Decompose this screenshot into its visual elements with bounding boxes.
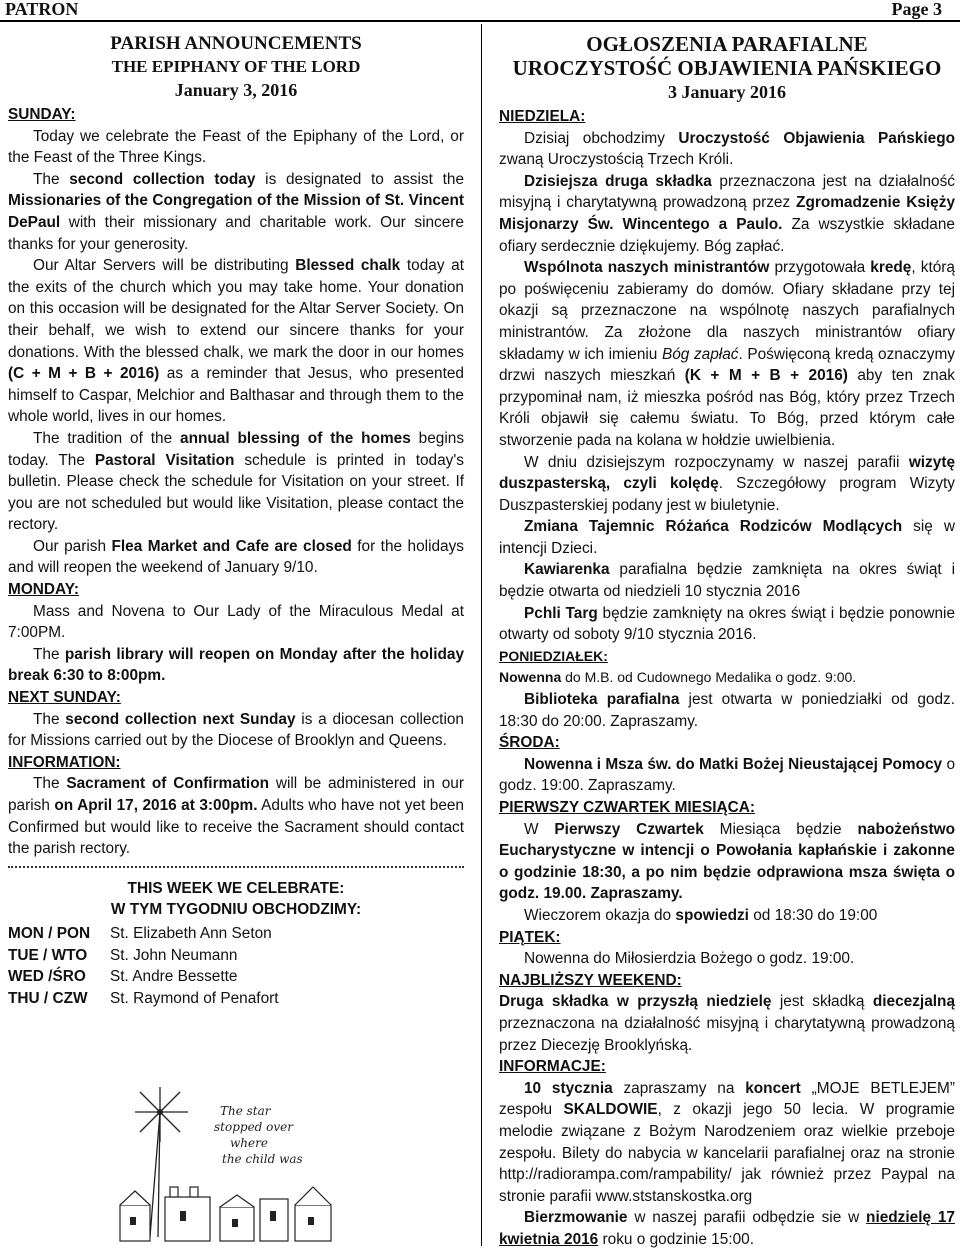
next-sunday-heading: NEXT SUNDAY: — [8, 689, 121, 707]
sunday-heading: SUNDAY: — [8, 106, 76, 123]
polish-title: OGŁOSZENIA PARAFIALNE — [586, 32, 868, 56]
pierwszy-czwartek-heading: PIERWSZY CZWARTEK MIESIĄCA: — [499, 799, 755, 816]
informacje-heading: INFORMACJE: — [499, 1058, 606, 1076]
sroda-heading: ŚRODA: — [499, 734, 560, 752]
rozaniec-paragraph: Zmiana Tajemnic Różańca Rodziców Modlących się w intencji Dzieci. — [499, 518, 955, 557]
caption-line: stopped over — [214, 1120, 294, 1134]
saint-row: TUE / WTO St. John Neumann — [8, 946, 238, 964]
second-collection-paragraph: The second collection today is designated to assist the Missionaries of the Congregation of the Mission of St. Vincent DePaul with their missionary and charitable work. Our sincere thanks for your generosity. — [8, 170, 464, 253]
koncert-paragraph: 10 stycznia zapraszamy na koncert „MOJE BETLEJEM” zespołu SKALDOWIE, z okazji jego 50 lecia. W programie melodie związane z Bożym Narodzeniem oraz wielkie przeboje zespołu. Bilety do nabycia w kancelarii parafialnej oraz na stronie http://radiorampa.com/rampability/ jak również przez Paypal na stronie parafii www.ststanskostka.org — [499, 1079, 955, 1205]
dotted-separator — [8, 866, 464, 868]
druga-skladka-paragraph: Dzisiejsza druga składka przeznaczona jest na działalność misyjną i charytatywną prowadzoną przez Zgromadzenie Księży Misjonarzy Św. Wincentego a Paulo. Za wszystkie składane ofiary serdecznie dziękujemy. Bóg zapłać. — [499, 172, 955, 255]
kawiarenka-paragraph: Kawiarenka parafialna będzie zamknięta na okres świąt i będzie otwarta od niedzieli 10 stycznia 2016 — [499, 561, 955, 601]
flea-market-paragraph: Our parish Flea Market and Cafe are closed for the holidays and will reopen the weekend of January 9/10. — [8, 537, 464, 577]
caption-line: where — [230, 1136, 268, 1150]
english-title: PARISH ANNOUNCEMENTS — [110, 33, 362, 54]
english-column — [8, 32, 464, 1009]
piatek-heading: PIĄTEK: — [499, 928, 561, 946]
pchli-targ-paragraph: Pchli Targ będzie zamknięty na okres świąt i będzie ponownie otwarty od soboty 9/10 stycznia 2016. — [499, 604, 956, 644]
saint-row: WED /ŚRO St. Andre Bessette — [8, 968, 238, 986]
saint-row: MON / PON St. Elizabeth Ann Seton — [8, 924, 272, 942]
monday-heading: MONDAY: — [8, 581, 79, 599]
column-divider — [481, 24, 482, 1246]
caption-line: The star — [220, 1104, 271, 1118]
page-number: Page 3 — [891, 0, 942, 19]
nowenna-paragraph: Nowenna do M.B. od Cudownego Medalika o godz. 9:00. — [499, 669, 857, 686]
english-date: January 3, 2016 — [174, 80, 298, 100]
english-feast-title: THE EPIPHANY OF THE LORD — [111, 57, 361, 76]
saints-list — [8, 923, 464, 1009]
page-header — [0, 0, 960, 22]
next-collection-paragraph: The second collection next Sunday is a diocesan collection for Missions carried out by the Diocese of Brooklyn and Queens. — [8, 710, 464, 750]
bulletin-name: PATRON — [5, 0, 79, 19]
blessed-chalk-paragraph: Our Altar Servers will be distributing Blessed chalk today at the exits of the church which you may take home. Your donation on this occasion will be designated for the Altar Server Society. On their behalf, we wish to extend our sincere thanks for your donations. With the blessed chalk, we mark the door in our homes (C + M + B + 2016) as a reminder that Jesus, who presented himself to Caspar, Melchior and Balthasar and through them to the whole world, lives in our homes. — [8, 257, 464, 426]
biblioteka-paragraph: Biblioteka parafialna jest otwarta w poniedziałki od godz. 18:30 do 20:00. Zapraszamy. — [499, 691, 955, 730]
pierwszy-czwartek-paragraph: W Pierwszy Czwartek Miesiąca będzie nabożeństwo Eucharystyczne w intencji o Powołania kapłańskie i zakonne o godzinie 18:30, a po nim będzie odprawiona msza święta o godz. 19.00. Zapraszamy. — [499, 820, 955, 903]
ministranci-paragraph: Wspólnota naszych ministrantów przygotowała kredę, którą po poświęceniu zabieramy do domów. Ofiary składane przy tej okazji są przeznaczone na wspólnotę naszych parafialnych ministrantów. Za złożone dla naszych ministrantów ofiary składamy w ich imieniu Bóg zapłać. Poświęconą kredą oznaczymy drzwi naszych mieszkań (K + M + B + 2016) aby ten znak przypominał nam, iż mieszka pośród nas Bóg, który przez Trzech Króli objawił się całemu światu. To Bóg, przed którym całe stworzenie pada na kolana w hołdzie uwielbienia. — [499, 259, 955, 449]
week-celebrate-title: THIS WEEK WE CELEBRATE: — [127, 879, 345, 897]
polish-column — [499, 32, 955, 1250]
epiphany-text: Today we celebrate the Feast of the Epiphany of the Lord, or the Feast of the Three Kings. — [8, 127, 464, 167]
nieustajaca-pomoc-paragraph: Nowenna i Msza św. do Matki Bożej Nieustającej Pomocy o godz. 19:00. Zapraszamy. — [499, 755, 956, 795]
objawienie-paragraph: Dzisiaj obchodzimy Uroczystość Objawienia Pańskiego zwaną Uroczystością Trzech Króli. — [499, 129, 955, 169]
bierzmowanie-paragraph: Bierzmowanie w naszej parafii odbędzie sie w niedzielę 17 kwietnia 2016 roku o godzinie 15:00. — [499, 1209, 955, 1248]
polish-date: 3 January 2016 — [667, 82, 786, 102]
najblizszy-weekend-heading: NAJBLIŻSZY WEEKEND: — [499, 971, 682, 989]
epiphany-paragraph — [8, 126, 464, 169]
week-celebrate-title-polish: W TYM TYGODNIU OBCHODZIMY: — [110, 901, 362, 919]
saint-row: THU / CZW St. Raymond of Penafort — [8, 989, 279, 1007]
novena-paragraph: Mass and Novena to Our Lady of the Miraculous Medal at 7:00PM. — [8, 602, 464, 642]
confirmation-paragraph: The Sacrament of Confirmation will be administered in our parish on April 17, 2016 at 3:00pm. Adults who have not yet been Confirmed but would like to receive the Sacrament should contact the parish rectory. — [8, 775, 464, 858]
home-blessing-paragraph: The tradition of the annual blessing of the homes begins today. The Pastoral Visitation schedule is printed in today's bulletin. Please check the schedule for Visitation on your street. If you are not scheduled but would like Visitation, please contact the rectory. — [8, 429, 465, 534]
information-heading: INFORMATION: — [8, 753, 121, 771]
star-over-bethlehem-illustration — [110, 1087, 340, 1245]
caption-line: the child was — [222, 1152, 303, 1166]
library-paragraph: The parish library will reopen on Monday after the holiday break 6:30 to 8:00pm. — [8, 645, 465, 685]
milosierdzie-paragraph: Nowenna do Miłosierdzia Bożego o godz. 19:00. — [524, 950, 855, 968]
spowiedz-paragraph: Wieczorem okazja do spowiedzi od 18:30 do 19:00 — [524, 906, 878, 924]
diecezjalna-paragraph: Druga składka w przyszłą niedzielę jest składką diecezjalną przeznaczona na działalność misyjną i charytatywną prowadzoną przez Diecezję Brooklyńską. — [499, 993, 955, 1054]
niedziela-heading: NIEDZIELA: — [499, 108, 586, 125]
poniedzialek-heading: PONIEDZIAŁEK: — [499, 647, 608, 664]
polish-feast-title: UROCZYSTOŚĆ OBJAWIENIA PAŃSKIEGO — [512, 56, 942, 80]
koleda-paragraph: W dniu dzisiejszym rozpoczynamy w naszej parafii wizytę duszpasterską, czyli kolędę. Szczegółowy program Wizyty Duszpasterskiej podany jest w biuletynie. — [499, 453, 955, 514]
